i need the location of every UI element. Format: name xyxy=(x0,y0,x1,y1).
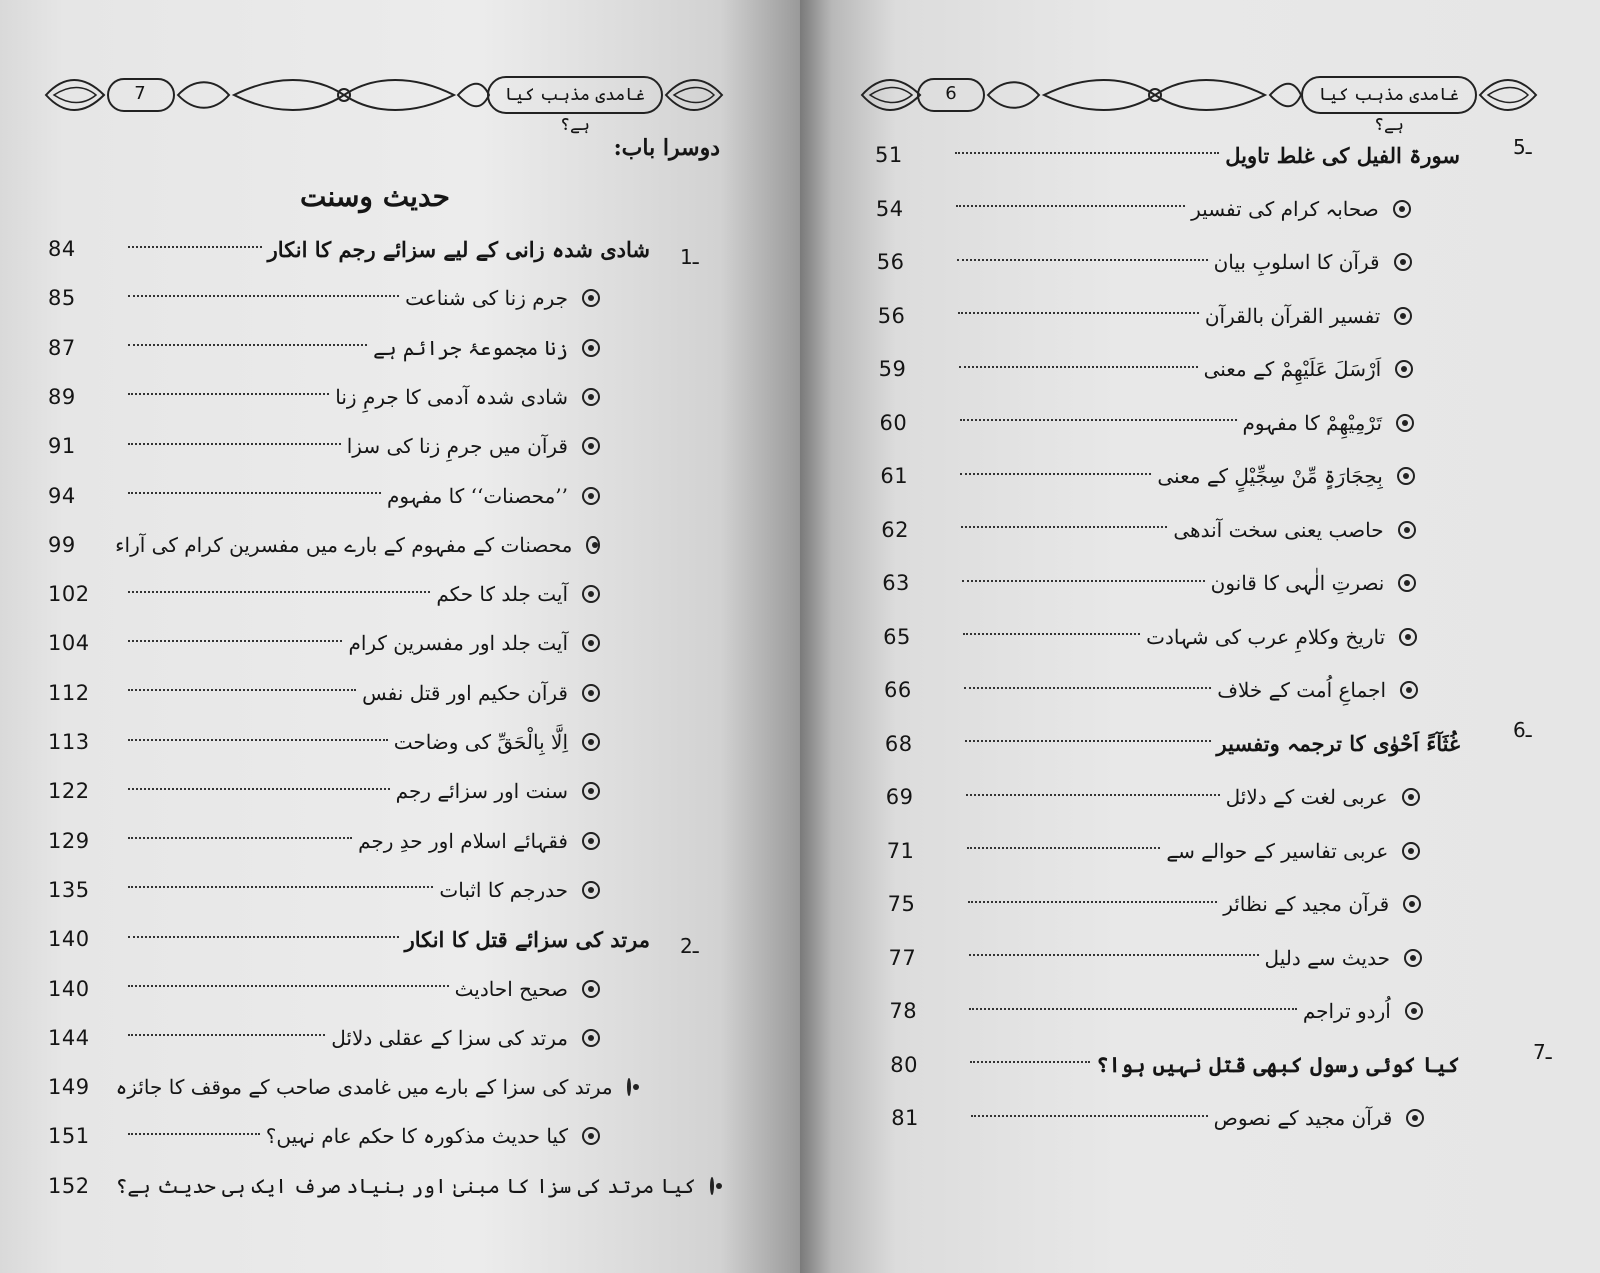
bullet-icon xyxy=(1398,574,1416,592)
toc-item-title xyxy=(1191,197,1379,221)
toc-item-title xyxy=(1157,464,1382,488)
toc-entry xyxy=(48,675,600,711)
toc-page-number: 51 xyxy=(875,143,903,167)
toc-item-title xyxy=(439,878,568,902)
toc-entry-label: سورۃ الفیل کی غلط تاویل xyxy=(1225,142,1460,168)
bullet-icon xyxy=(1397,467,1415,485)
toc-entry xyxy=(48,231,650,267)
right-page xyxy=(800,0,1600,1273)
dot-leader xyxy=(969,1007,1296,1010)
toc-page-number: 71 xyxy=(886,838,915,863)
bullet-icon xyxy=(1393,200,1411,218)
toc-entry-label: کیا کوئی رسول کبھی قتل نہیں ہوا؟ xyxy=(1096,1052,1460,1077)
toc-page-number: 151 xyxy=(48,1124,90,1149)
bullet-icon xyxy=(1395,360,1413,378)
dot-leader xyxy=(128,245,262,248)
toc-item-title xyxy=(115,533,572,557)
toc-entry xyxy=(885,726,1460,762)
bullet-icon xyxy=(582,733,600,751)
toc-entry-label: حدرجم کا اثبات xyxy=(439,877,568,902)
toc-item-title xyxy=(455,977,568,1001)
bullet-icon xyxy=(1403,895,1421,913)
toc-section-title xyxy=(1217,731,1460,756)
toc-entry-label: کیا مرتد کی سزا کا مبنیٰ اور بنیاد صرف ایک ہی حدیث ہے؟ xyxy=(115,1173,696,1198)
running-title: غامدی مذہب کیا ہے؟ xyxy=(1318,85,1460,135)
bullet-icon xyxy=(582,1029,600,1047)
toc-entry xyxy=(48,724,600,760)
toc-entry xyxy=(48,527,600,563)
toc-entry-label: صحیح احادیث xyxy=(454,976,568,1001)
section-number: 2ـ xyxy=(680,934,699,958)
dot-leader xyxy=(128,590,430,593)
dot-leader xyxy=(971,1114,1207,1117)
toc-page-number: 66 xyxy=(884,678,912,702)
toc-item-title xyxy=(1166,839,1388,863)
bullet-icon xyxy=(582,634,600,652)
chapter-title: حدیث وسنت xyxy=(300,180,450,213)
dot-leader xyxy=(960,472,1151,475)
toc-item-title xyxy=(1173,518,1383,542)
chapter-label: دوسرا باب: xyxy=(613,135,720,161)
toc-entry xyxy=(48,478,600,514)
dot-leader xyxy=(960,418,1237,421)
toc-entry-label: زنا مجموعۂ جرائم ہے xyxy=(373,335,568,360)
toc-entry-label: آیت جلد اور مفسرین کرام xyxy=(348,631,568,656)
bullet-icon xyxy=(582,339,600,357)
toc-item-title xyxy=(1223,892,1389,916)
toc-item-title xyxy=(266,1124,568,1148)
toc-entry-label: عربی تفاسیر کے حوالے سے xyxy=(1166,838,1389,863)
dot-leader xyxy=(128,294,399,297)
dot-leader xyxy=(964,686,1211,689)
dot-leader xyxy=(963,632,1140,635)
dot-leader xyxy=(965,739,1211,742)
toc-item-title xyxy=(405,286,568,310)
toc-entry xyxy=(48,1069,613,1105)
toc-entry xyxy=(886,779,1420,815)
toc-item-title xyxy=(1214,250,1380,274)
toc-entry-label: تفسیر القرآن بالقرآن xyxy=(1204,303,1381,328)
toc-entry-label: جرم زنا کی شناعت xyxy=(405,286,568,311)
dot-leader xyxy=(128,442,341,445)
toc-entry xyxy=(889,993,1422,1029)
toc-page-number: 85 xyxy=(48,286,76,311)
dot-leader xyxy=(957,258,1208,261)
toc-item-title xyxy=(1303,999,1391,1023)
toc-entry-label: نصرتِ الٰہی کا قانون xyxy=(1210,571,1385,595)
toc-entry xyxy=(882,565,1416,601)
toc-page-number: 81 xyxy=(891,1106,919,1130)
dot-leader xyxy=(128,885,433,888)
toc-entry-label: بِحِجَارَۃٍ مِّنْ سِجِّیْلٍ کے معنی xyxy=(1157,464,1383,488)
toc-entry-label: قرآن مجید کے نصوص xyxy=(1213,1106,1393,1130)
toc-page-number: 77 xyxy=(888,945,917,970)
running-title: غامدی مذہب کیا ہے؟ xyxy=(504,85,646,135)
toc-item-title xyxy=(116,1075,613,1099)
toc-entry-label: قرآن میں جرمِ زنا کی سزا xyxy=(346,434,568,459)
toc-entry xyxy=(48,625,600,661)
dot-leader xyxy=(958,311,1199,314)
toc-entry xyxy=(48,280,600,316)
toc-entry xyxy=(878,298,1413,334)
section-number: 6ـ xyxy=(1513,718,1532,742)
bullet-icon xyxy=(1402,788,1420,806)
right-page-header xyxy=(860,70,1540,135)
toc-page-number: 84 xyxy=(48,237,76,261)
page-number: 6 xyxy=(945,83,957,104)
toc-entry-label: صحابہ کرام کی تفسیر xyxy=(1191,196,1379,221)
toc-entry xyxy=(877,244,1412,280)
toc-page-number: 62 xyxy=(881,517,910,542)
toc-page-number: 91 xyxy=(48,434,76,459)
bullet-icon xyxy=(1394,307,1412,325)
toc-item-title xyxy=(387,484,568,508)
dot-leader xyxy=(128,1132,260,1135)
toc-item-title xyxy=(1204,357,1382,381)
bullet-icon xyxy=(582,684,600,702)
toc-item-title xyxy=(116,1174,696,1198)
toc-item-title xyxy=(1217,678,1386,702)
toc-item-title xyxy=(396,779,568,803)
section-number: 5ـ xyxy=(1513,135,1532,159)
toc-entry-label: غُثَآءً اَحْوٰی کا ترجمہ وتفسیر xyxy=(1216,731,1460,756)
toc-entry xyxy=(887,833,1421,869)
toc-item-title xyxy=(347,434,568,458)
toc-item-title xyxy=(358,829,568,853)
dot-leader xyxy=(968,900,1218,903)
bullet-icon xyxy=(582,1127,600,1145)
toc-entry-label: سنت اور سزائے رجم xyxy=(395,779,568,804)
toc-entry-label: تَرْمِیْھِمْ کا مفہوم xyxy=(1242,410,1382,435)
toc-entry-label: حاصب یعنی سخت آندھی xyxy=(1173,517,1384,542)
toc-entry xyxy=(879,351,1414,387)
toc-page-number: 78 xyxy=(889,999,918,1023)
toc-page-number: 140 xyxy=(48,927,90,952)
toc-entry-label: اُردو تراجم xyxy=(1302,999,1391,1023)
toc-entry-label: مرتد کی سزا کے عقلی دلائل xyxy=(331,1025,568,1050)
bullet-icon xyxy=(1406,1109,1424,1127)
toc-page-number: 152 xyxy=(48,1173,90,1198)
toc-page-number: 56 xyxy=(876,250,905,274)
toc-item-title xyxy=(1226,785,1388,809)
toc-item-title xyxy=(1214,1106,1393,1130)
bullet-icon xyxy=(582,437,600,455)
dot-leader xyxy=(956,204,1185,207)
toc-page-number: 102 xyxy=(48,582,90,607)
toc-entry-label: مرتد کی سزائے قتل کا انکار xyxy=(404,926,650,952)
dot-leader xyxy=(128,984,449,987)
toc-entry xyxy=(48,428,600,464)
dot-leader xyxy=(955,151,1219,154)
toc-page-number: 129 xyxy=(48,828,90,853)
toc-entry-label: شادی شدہ زانی کے لیے سزائے رجم کا انکار xyxy=(267,236,650,262)
toc-entry xyxy=(875,137,1460,173)
toc-entry-label: حدیث سے دلیل xyxy=(1264,945,1390,970)
toc-item-title xyxy=(348,631,568,655)
toc-item-title xyxy=(335,385,568,409)
bullet-icon xyxy=(1396,414,1414,432)
dot-leader xyxy=(128,1033,325,1036)
dot-leader xyxy=(128,935,399,938)
bullet-icon xyxy=(586,536,600,554)
toc-entry-label: محصنات کے مفہوم کے بارے میں مفسرین کرام کی آراء xyxy=(115,532,573,557)
toc-entry-label: کیا حدیث مذکورہ کا حکم عام نہیں؟ xyxy=(265,1124,568,1149)
toc-entry-label: فقہائے اسلام اور حدِ رجم xyxy=(358,828,568,853)
toc-item-title xyxy=(1265,946,1390,970)
bullet-icon xyxy=(582,289,600,307)
toc-item-title xyxy=(1146,625,1385,649)
dot-leader xyxy=(961,525,1167,528)
toc-entry xyxy=(48,1118,600,1154)
toc-page-number: 94 xyxy=(48,483,76,508)
toc-entry xyxy=(48,823,600,859)
toc-entry xyxy=(48,971,600,1007)
toc-entry-label: قرآن مجید کے نظائر xyxy=(1223,892,1390,916)
toc-section-title xyxy=(1096,1052,1460,1077)
toc-item-title xyxy=(331,1026,568,1050)
toc-section-title xyxy=(405,927,650,952)
bullet-icon xyxy=(582,881,600,899)
toc-page-number: 80 xyxy=(890,1052,919,1077)
toc-page-number: 54 xyxy=(875,196,904,221)
toc-entry xyxy=(889,940,1423,976)
bullet-icon xyxy=(582,388,600,406)
dot-leader xyxy=(128,392,329,395)
toc-item-title xyxy=(1243,411,1382,435)
dot-leader xyxy=(966,793,1220,796)
bullet-icon xyxy=(582,782,600,800)
toc-page-number: 113 xyxy=(48,730,90,754)
dot-leader xyxy=(128,343,367,346)
bullet-icon xyxy=(582,980,600,998)
toc-entry-label: تاریخ وکلامِ عرب کی شہادت xyxy=(1146,624,1386,649)
toc-entry xyxy=(890,1047,1460,1083)
toc-page-number: 68 xyxy=(884,731,913,756)
section-number: 1ـ xyxy=(680,245,699,269)
bullet-icon xyxy=(1405,1002,1423,1020)
dot-leader xyxy=(128,688,356,691)
toc-entry-label: قرآن کا اسلوبِ بیان xyxy=(1213,250,1380,274)
dot-leader xyxy=(959,365,1198,368)
toc-entry xyxy=(48,1020,600,1056)
toc-page-number: 144 xyxy=(48,1025,90,1050)
toc-entry xyxy=(48,872,600,908)
bullet-icon xyxy=(1404,949,1422,967)
toc-entry-label: ’’محصنات‘‘ کا مفہوم xyxy=(387,483,568,508)
toc-item-title xyxy=(436,582,568,606)
bullet-icon xyxy=(1398,521,1416,539)
dot-leader xyxy=(967,846,1161,849)
toc-page-number: 75 xyxy=(887,892,916,916)
bullet-icon xyxy=(1402,842,1420,860)
toc-item-title xyxy=(362,681,568,705)
toc-entry xyxy=(48,773,600,809)
toc-entry xyxy=(891,1100,1424,1136)
left-page-header xyxy=(44,70,724,135)
bullet-icon xyxy=(582,832,600,850)
toc-page-number: 69 xyxy=(885,785,914,809)
toc-entry xyxy=(880,458,1414,494)
toc-page-number: 65 xyxy=(883,624,911,649)
section-number: 7ـ xyxy=(1533,1040,1552,1064)
toc-page-number: 122 xyxy=(48,779,90,804)
toc-page-number: 63 xyxy=(882,571,910,595)
dot-leader xyxy=(969,953,1259,956)
dot-leader xyxy=(128,738,388,741)
toc-entry xyxy=(48,921,650,957)
bullet-icon xyxy=(582,585,600,603)
toc-item-title xyxy=(373,336,568,360)
bullet-icon xyxy=(1399,628,1417,646)
toc-entry xyxy=(876,191,1411,227)
toc-entry-label: اَرْسَلَ عَلَیْھِمْ کے معنی xyxy=(1203,357,1382,381)
bullet-icon xyxy=(1394,253,1412,271)
toc-page-number: 56 xyxy=(877,303,906,328)
toc-entry xyxy=(883,619,1417,655)
toc-entry xyxy=(48,1168,696,1204)
dot-leader xyxy=(128,836,352,839)
toc-section-title xyxy=(268,237,650,262)
toc-entry-label: عربی لغت کے دلائل xyxy=(1225,785,1388,809)
toc-page-number: 112 xyxy=(48,680,90,705)
toc-entry xyxy=(48,379,600,415)
toc-page-number: 135 xyxy=(48,877,90,902)
toc-entry xyxy=(884,672,1418,708)
toc-page-number: 87 xyxy=(48,335,76,360)
page-number: 7 xyxy=(134,83,146,104)
dot-leader xyxy=(962,579,1204,582)
toc-page-number: 61 xyxy=(880,464,909,488)
toc-entry-label: اجماعِ اُمت کے خلاف xyxy=(1217,678,1386,702)
toc-item-title xyxy=(1211,571,1385,595)
toc-entry xyxy=(48,330,600,366)
toc-entry-label: آیت جلد کا حکم xyxy=(436,582,568,607)
toc-entry xyxy=(881,512,1415,548)
toc-item-title xyxy=(394,730,568,754)
toc-entry-label: اِلَّا بِالْحَقِّ کی وضاحت xyxy=(393,730,568,754)
toc-page-number: 60 xyxy=(879,410,908,435)
bullet-icon xyxy=(710,1177,714,1195)
toc-page-number: 140 xyxy=(48,976,90,1001)
toc-entry-label: شادی شدہ آدمی کا جرمِ زنا xyxy=(335,384,568,409)
toc-item-title xyxy=(1205,304,1381,328)
toc-page-number: 59 xyxy=(878,357,907,381)
dot-leader xyxy=(128,491,381,494)
toc-entry-label: قرآن حکیم اور قتل نفس xyxy=(362,680,568,705)
toc-page-number: 149 xyxy=(48,1075,90,1100)
bullet-icon xyxy=(627,1078,631,1096)
dot-leader xyxy=(970,1060,1090,1063)
toc-page-number: 104 xyxy=(48,631,90,656)
toc-entry xyxy=(888,886,1422,922)
bullet-icon xyxy=(1400,681,1418,699)
toc-page-number: 99 xyxy=(48,532,76,557)
bullet-icon xyxy=(582,487,600,505)
toc-entry-label: مرتد کی سزا کے بارے میں غامدی صاحب کے موقف کا جائزہ xyxy=(115,1075,613,1100)
toc-entry xyxy=(880,405,1415,441)
toc-entry xyxy=(48,576,600,612)
toc-section-title xyxy=(1225,143,1460,168)
dot-leader xyxy=(128,787,390,790)
dot-leader xyxy=(128,639,342,642)
toc-page-number: 89 xyxy=(48,384,76,409)
